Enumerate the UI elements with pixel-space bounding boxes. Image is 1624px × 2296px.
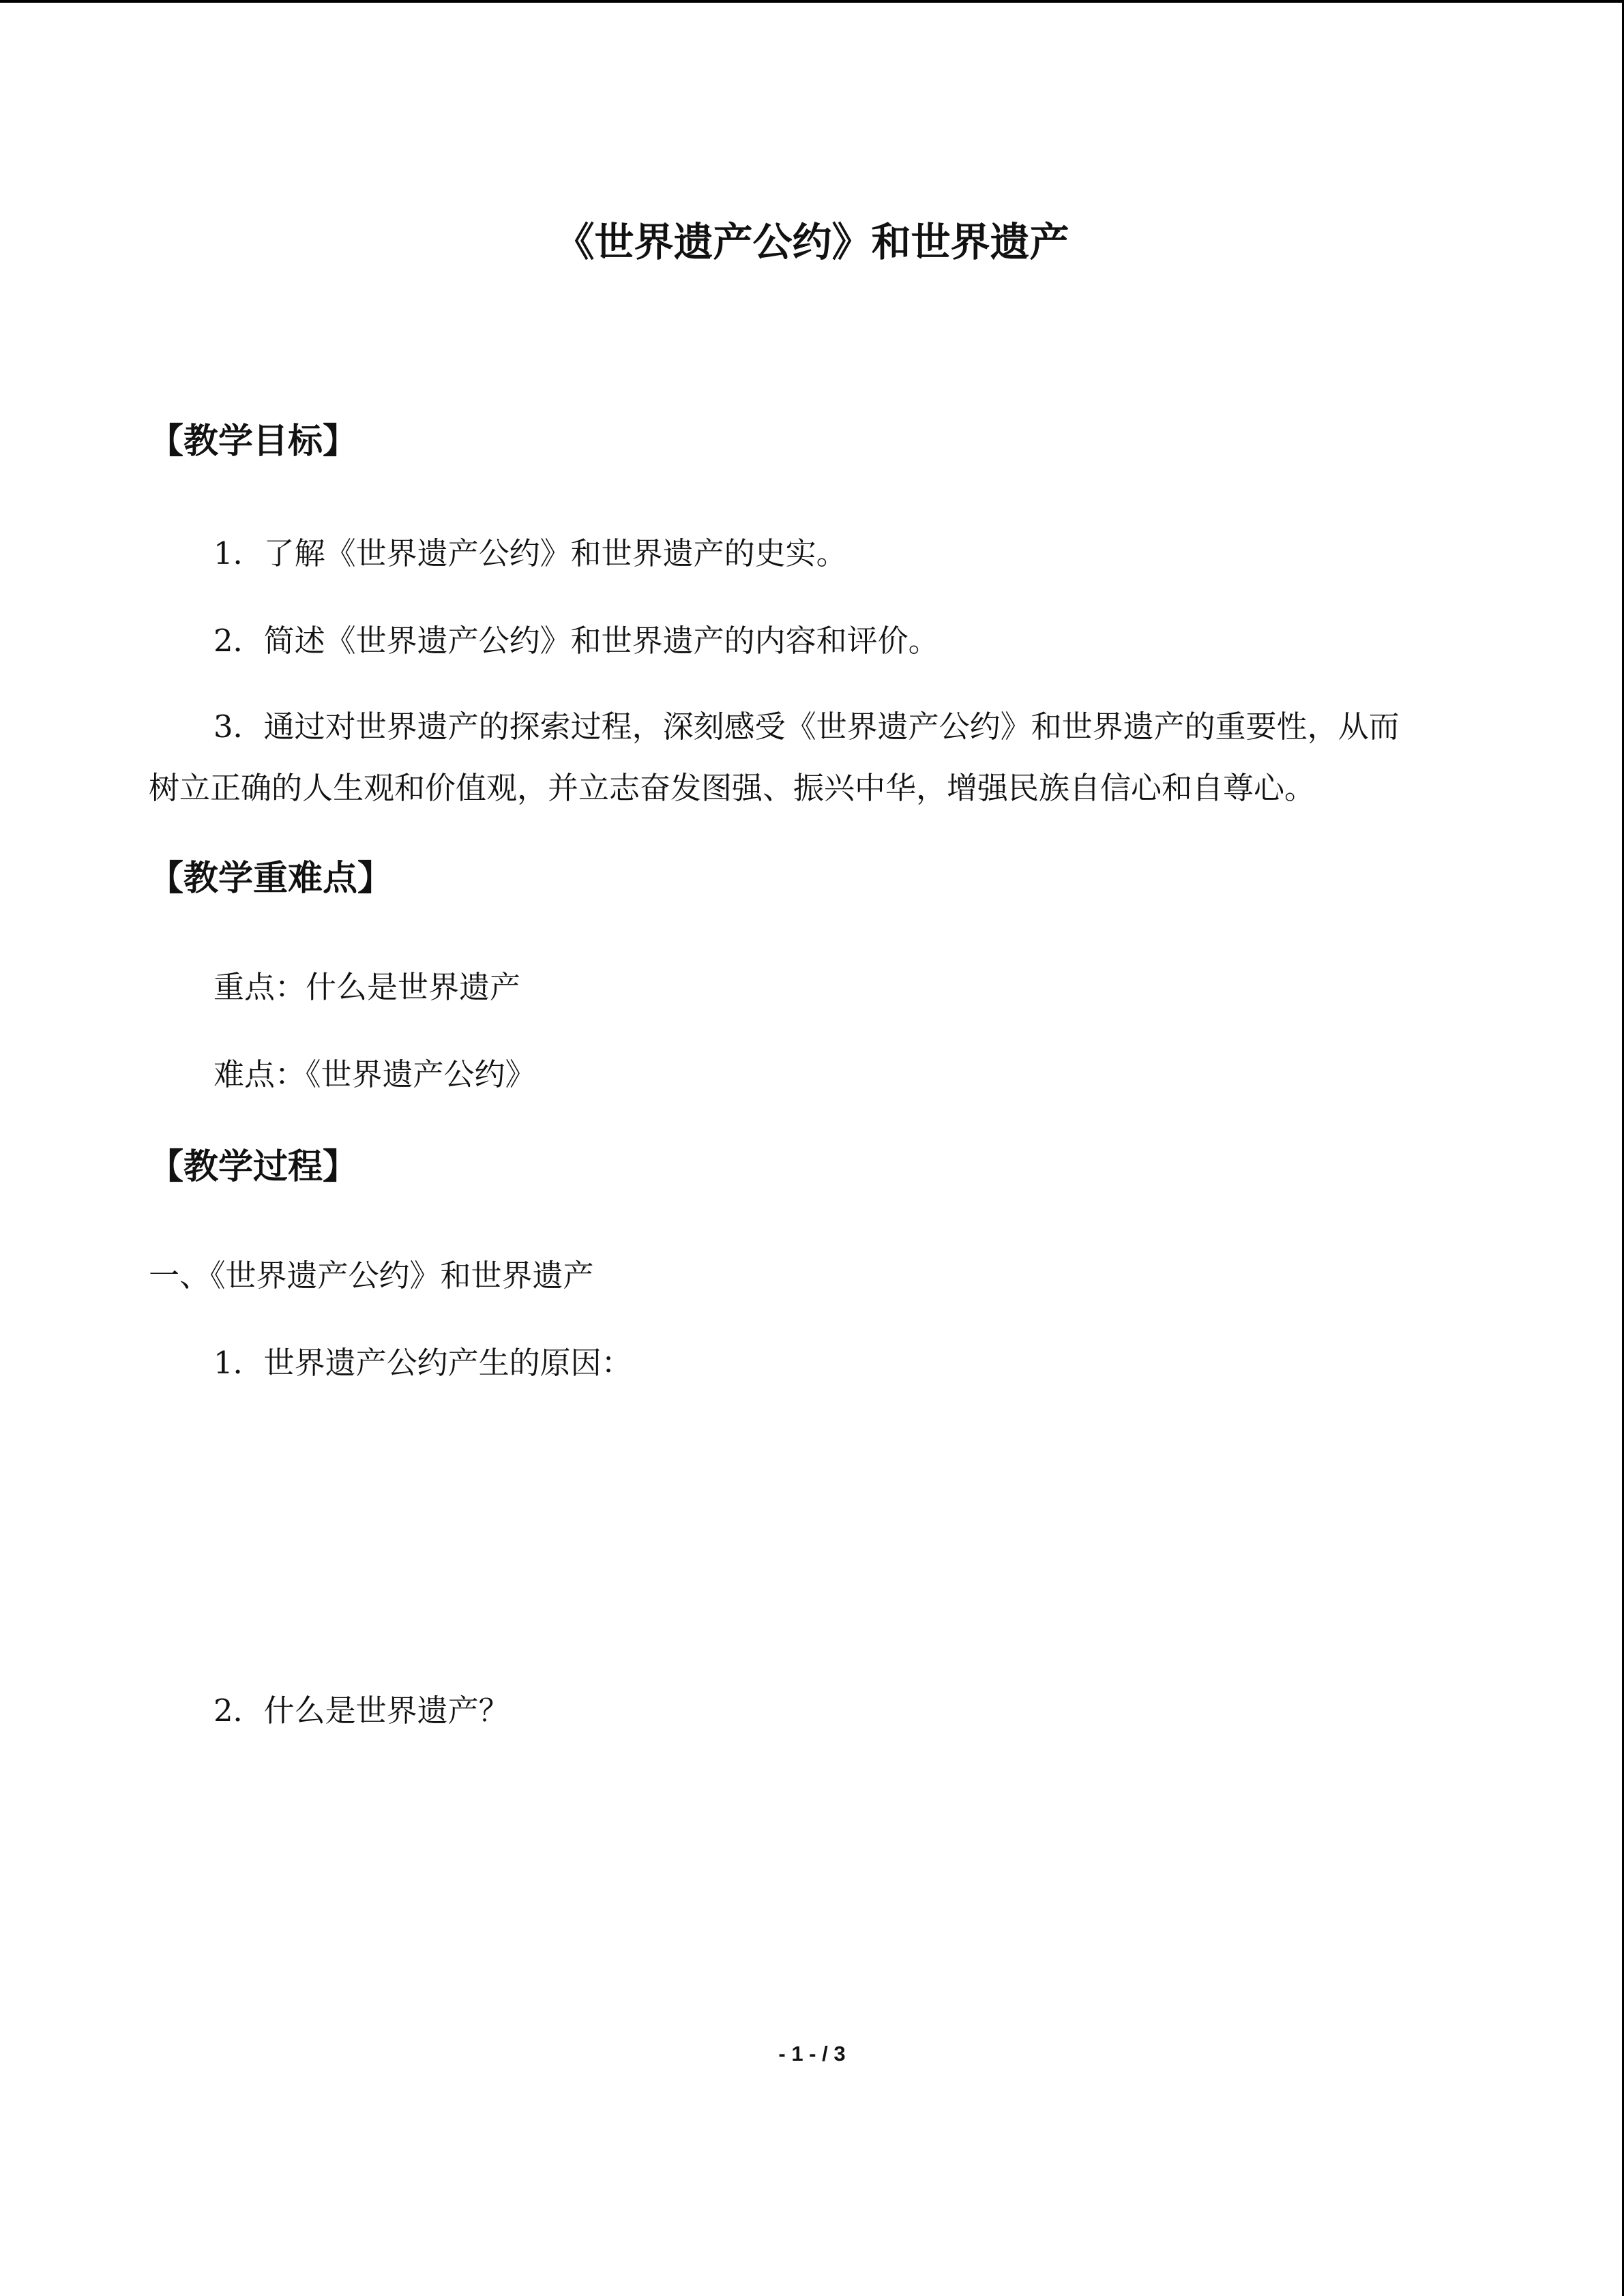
process-question-2: 2．什么是世界遗产？ (213, 1693, 510, 1729)
objectives-heading: 【教学目标】 (149, 421, 358, 462)
document-title: 《世界遗产公约》和世界遗产 (555, 219, 1069, 265)
difficult-point: 难点：《世界遗产公约》 (213, 1056, 536, 1092)
objective-item-1: 1．了解《世界遗产公约》和世界遗产的史实。 (213, 535, 847, 571)
objective-item-3: 3．通过对世界遗产的探索过程，深刻感受《世界遗产公约》和世界遗产的重要性，从而 (213, 709, 1400, 745)
process-heading: 【教学过程】 (149, 1147, 358, 1187)
key-point: 重点：什么是世界遗产 (213, 969, 521, 1005)
process-question-1: 1．世界遗产公约产生的原因： (213, 1345, 632, 1381)
objective-item-2: 2．简述《世界遗产公约》和世界遗产的内容和评价。 (213, 623, 939, 659)
key-points-heading: 【教学重难点】 (149, 859, 393, 899)
process-part-one: 一、《世界遗产公约》和世界遗产 (149, 1257, 594, 1294)
objective-item-3-continued: 树立正确的人生观和价值观，并立志奋发图强、振兴中华，增强民族自信心和自尊心。 (149, 770, 1316, 806)
page-number: - 1 - / 3 (778, 2042, 846, 2066)
